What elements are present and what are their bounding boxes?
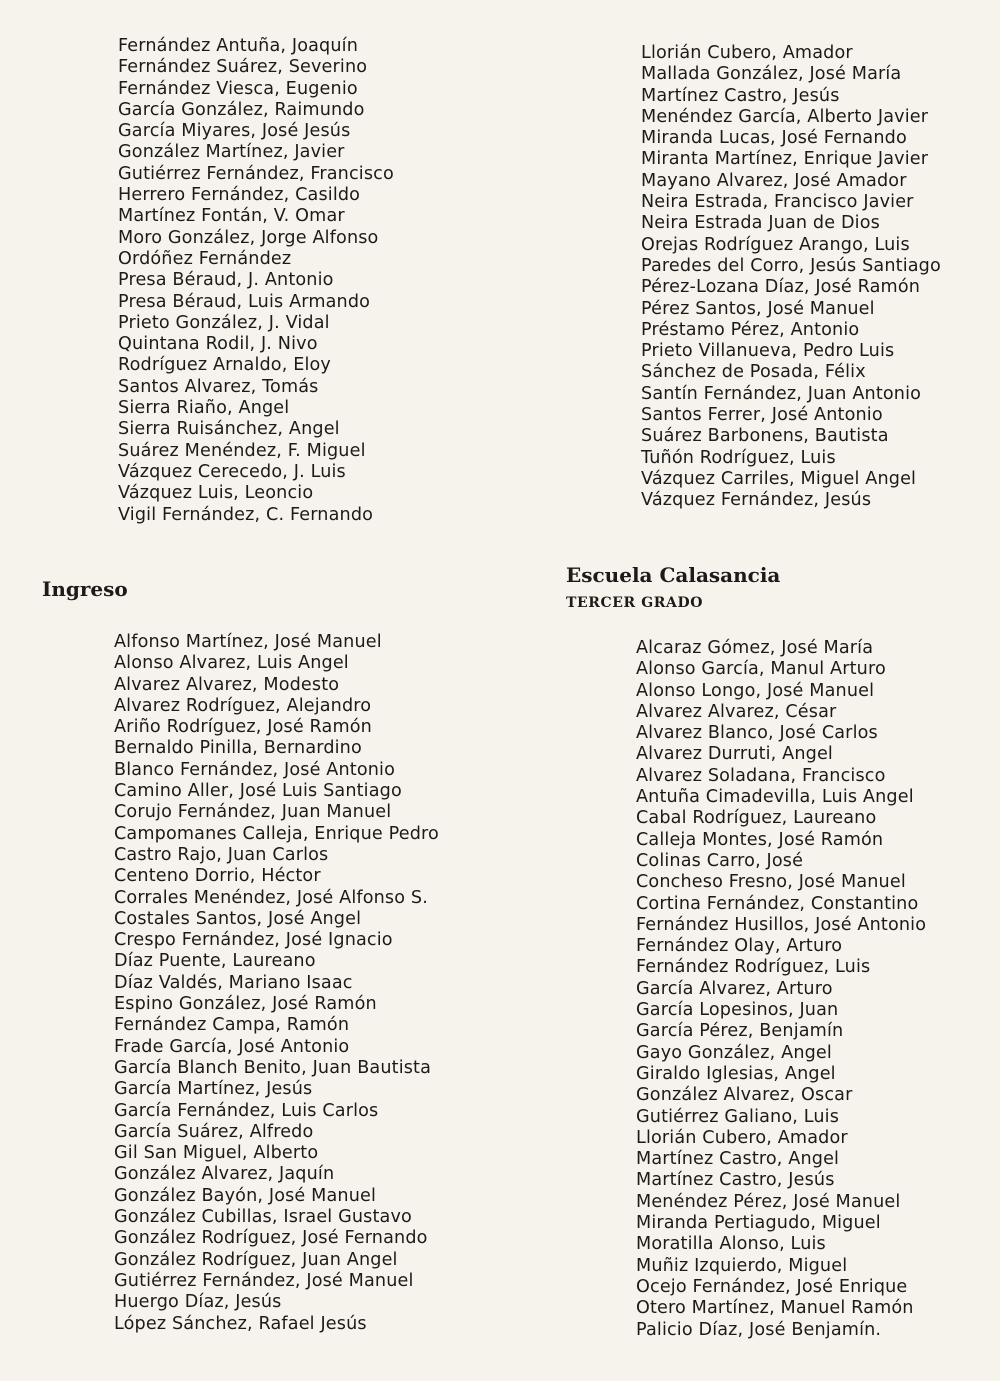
list-item: Miranda Lucas, José Fernando (641, 128, 907, 149)
list-item: Blanco Fernández, José Antonio (114, 759, 396, 780)
list-item: López Sánchez, Rafael Jesús (114, 1313, 367, 1334)
list-item: Costales Santos, José Angel (114, 908, 362, 929)
list-item: Rodríguez Arnaldo, Eloy (118, 355, 331, 376)
list-item: Corujo Fernández, Juan Manuel (114, 802, 392, 823)
list-item: González Alvarez, Oscar (636, 1085, 853, 1106)
list-item: Ordóñez Fernández (118, 248, 292, 269)
list-item: González Alvarez, Jaquín (114, 1164, 335, 1185)
subheading-tercer-grado: TERCER GRADO (566, 595, 704, 611)
list-item: Martínez Castro, Jesús (636, 1170, 835, 1191)
list-item: Cortina Fernández, Constantino (636, 893, 919, 914)
list-item: García Martínez, Jesús (114, 1079, 313, 1100)
list-item: González Bayón, José Manuel (114, 1185, 377, 1206)
list-item: Suárez Barbonens, Bautista (641, 426, 889, 447)
list-item: Martínez Fontán, V. Omar (118, 206, 345, 227)
list-item: Quintana Rodil, J. Nivo (118, 334, 318, 355)
list-item: Otero Martínez, Manuel Ramón (636, 1298, 914, 1319)
name-list-top-right (641, 43, 941, 512)
list-item: Alvarez Durruti, Angel (636, 744, 833, 765)
list-item: Antuña Cimadevilla, Luis Angel (636, 787, 914, 808)
list-item: García González, Raimundo (118, 99, 365, 120)
list-item: Fernández Viesca, Eugenio (118, 78, 358, 99)
list-item: Fernández Antuña, Joaquín (118, 36, 359, 56)
list-item: Castro Rajo, Juan Carlos (114, 844, 329, 865)
name-list-tercer-grado (636, 638, 926, 1341)
list-item: Ariño Rodríguez, José Ramón (114, 717, 372, 738)
list-item: González Rodríguez, José Fernando (114, 1228, 428, 1249)
list-item: Moratilla Alonso, Luis (636, 1234, 826, 1255)
list-item: Díaz Valdés, Mariano Isaac (114, 972, 353, 993)
list-item: Neira Estrada Juan de Dios (641, 213, 880, 234)
list-item: Alonso García, Manul Arturo (636, 659, 886, 680)
list-item: Gutiérrez Fernández, José Manuel (114, 1270, 414, 1291)
list-item: Santos Ferrer, José Antonio (641, 405, 883, 426)
list-item: Gutiérrez Galiano, Luis (636, 1106, 840, 1127)
list-item: Colinas Carro, José (636, 850, 804, 871)
list-item: Llorián Cubero, Amador (636, 1127, 848, 1148)
list-item: Camino Aller, José Luis Santiago (114, 781, 402, 802)
list-item: Miranda Pertiagudo, Miguel (636, 1213, 881, 1234)
list-item: Sierra Riaño, Angel (118, 398, 290, 419)
list-item: Alvarez Alvarez, Modesto (114, 674, 340, 695)
list-item: Llorián Cubero, Amador (641, 43, 853, 63)
list-item: Palicio Díaz, José Benjamín. (636, 1319, 882, 1340)
list-item: Alvarez Alvarez, César (636, 701, 837, 722)
list-item: Crespo Fernández, José Ignacio (114, 930, 393, 951)
list-item: Vázquez Luis, Leoncio (118, 483, 314, 504)
list-item: Espino González, José Ramón (114, 994, 377, 1015)
list-item: García Pérez, Benjamín (636, 1021, 844, 1042)
list-item: Fernández Suárez, Severino (118, 57, 368, 78)
list-item: Mallada González, José María (641, 64, 902, 85)
list-item: Muñiz Izquierdo, Miguel (636, 1255, 848, 1276)
list-item: Díaz Puente, Laureano (114, 951, 316, 972)
list-item: Santín Fernández, Juan Antonio (641, 383, 922, 404)
list-item: Prieto Villanueva, Pedro Luis (641, 341, 895, 362)
list-item: Prieto González, J. Vidal (118, 312, 330, 333)
list-item: Mayano Alvarez, José Amador (641, 170, 907, 191)
list-item: Orejas Rodríguez Arango, Luis (641, 234, 910, 255)
list-item: Campomanes Calleja, Enrique Pedro (114, 823, 439, 844)
list-item: Tuñón Rodríguez, Luis (641, 447, 836, 468)
list-item: Alfonso Martínez, José Manuel (114, 632, 382, 652)
list-item: Suárez Menéndez, F. Miguel (118, 440, 366, 461)
list-item: Alonso Alvarez, Luis Angel (114, 653, 349, 674)
list-item: Pérez-Lozana Díaz, José Ramón (641, 277, 921, 298)
list-item: Gil San Miguel, Alberto (114, 1143, 319, 1164)
name-list-top-left (118, 36, 394, 526)
list-item: Presa Béraud, Luis Armando (118, 291, 371, 312)
list-item: Cabal Rodríguez, Laureano (636, 808, 877, 829)
list-item: Alvarez Soladana, Francisco (636, 765, 886, 786)
list-item: García Miyares, José Jesús (118, 121, 351, 142)
list-item: Menéndez Pérez, José Manuel (636, 1191, 901, 1212)
list-item: Fernández Rodríguez, Luis (636, 957, 871, 978)
list-item: Martínez Castro, Angel (636, 1149, 840, 1170)
list-item: Centeno Dorrio, Héctor (114, 866, 321, 887)
list-item: García Lopesinos, Juan (636, 1000, 839, 1021)
list-item: González Rodríguez, Juan Angel (114, 1249, 398, 1270)
list-item: Vázquez Cerecedo, J. Luis (118, 461, 346, 482)
list-item: Alonso Longo, José Manuel (636, 680, 875, 701)
list-item: Fernández Campa, Ramón (114, 1015, 350, 1036)
list-item: Herrero Fernández, Casildo (118, 185, 361, 206)
list-item: Fernández Husillos, José Antonio (636, 914, 927, 935)
list-item: Vázquez Carriles, Miguel Angel (641, 468, 917, 489)
list-item: Gayo González, Angel (636, 1042, 832, 1063)
list-item: Huergo Díaz, Jesús (114, 1292, 282, 1313)
list-item: Menéndez García, Alberto Javier (641, 106, 929, 127)
list-item: García Suárez, Alfredo (114, 1121, 314, 1142)
list-item: Martínez Castro, Jesús (641, 85, 840, 106)
list-item: Préstamo Pérez, Antonio (641, 319, 860, 340)
list-item: Calleja Montes, José Ramón (636, 829, 884, 850)
list-item: García Blanch Benito, Juan Bautista (114, 1057, 432, 1078)
list-item: Alvarez Rodríguez, Alejandro (114, 695, 372, 716)
list-item: Miranta Martínez, Enrique Javier (641, 149, 929, 170)
list-item: Paredes del Corro, Jesús Santiago (641, 255, 941, 276)
list-item: Sánchez de Posada, Félix (641, 362, 866, 383)
list-item: Fernández Olay, Arturo (636, 936, 843, 957)
list-item: Pérez Santos, José Manuel (641, 298, 875, 319)
section-heading-ingreso: Ingreso (42, 577, 128, 601)
list-item: Vigil Fernández, C. Fernando (118, 504, 374, 525)
list-item: Frade García, José Antonio (114, 1036, 350, 1057)
section-heading-escuela-calasancia: Escuela Calasancia (566, 563, 781, 587)
list-item: Neira Estrada, Francisco Javier (641, 192, 914, 213)
list-item: Santos Alvarez, Tomás (118, 376, 319, 397)
list-item: Gutiérrez Fernández, Francisco (118, 163, 394, 184)
list-item: González Martínez, Javier (118, 142, 345, 163)
list-item: Presa Béraud, J. Antonio (118, 270, 334, 291)
list-item: Corrales Menéndez, José Alfonso S. (114, 887, 428, 908)
list-item: Vázquez Fernández, Jesús (641, 490, 872, 511)
list-item: González Cubillas, Israel Gustavo (114, 1207, 412, 1228)
list-item: Ocejo Fernández, José Enrique (636, 1276, 908, 1297)
list-item: Bernaldo Pinilla, Bernardino (114, 738, 362, 759)
list-item: Giraldo Iglesias, Angel (636, 1063, 836, 1084)
list-item: Alvarez Blanco, José Carlos (636, 723, 878, 744)
list-item: Concheso Fresno, José Manuel (636, 872, 906, 893)
list-item: Sierra Ruisánchez, Angel (118, 419, 340, 440)
list-item: Alcaraz Gómez, José María (636, 638, 874, 658)
name-list-ingreso (114, 632, 439, 1335)
list-item: García Alvarez, Arturo (636, 978, 833, 999)
list-item: Moro González, Jorge Alfonso (118, 227, 379, 248)
list-item: García Fernández, Luis Carlos (114, 1100, 379, 1121)
